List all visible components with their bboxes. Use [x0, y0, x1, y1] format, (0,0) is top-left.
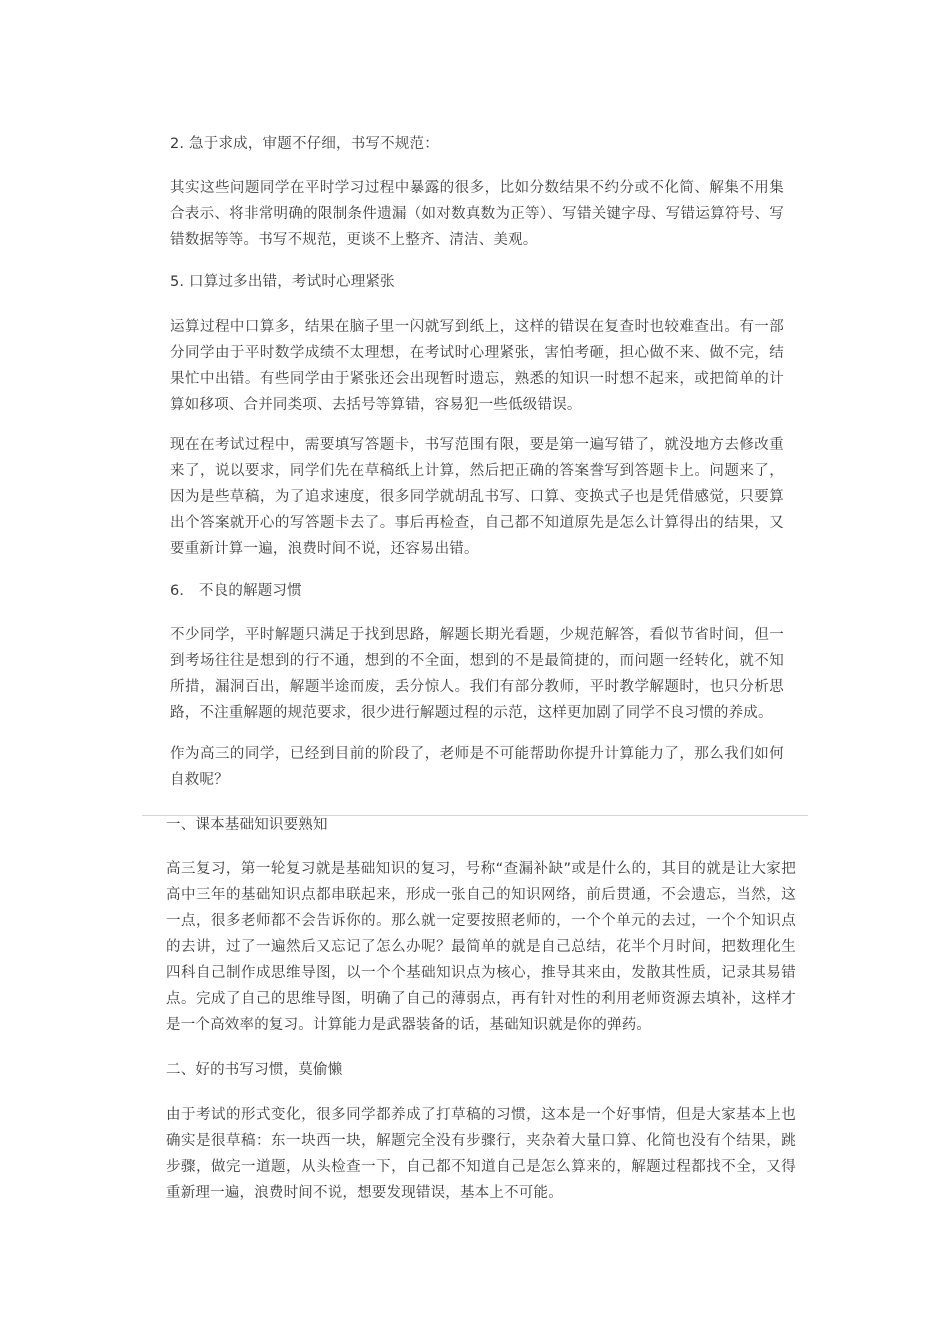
paragraph-s5-body-1: 运算过程中口算多，结果在脑子里一闪就写到纸上，这样的错误在复查时也较难查出。有一部分同学由于平时数学成绩不太理想，在考试时心理紧张，害怕考砸，担心做不来、做不完，结果忙中出错。有些同学由于紧张还会出现暂时遗忘，熟悉的知识一时想不起来，或把简单的计算如移项、合并同类项、去括号等算错，容易犯一些低级错误。: [170, 319, 784, 413]
paragraph-p2-body: 由于考试的形式变化，很多同学都养成了打草稿的习惯，这本是一个好事情，但是大家基本上也确实是很草稿：东一块西一块，解题完全没有步骤行，夹杂着大量口算、化简也没有个结果，跳步骤，做完一道题，从头检查一下，自己都不知道自己是怎么算来的，解题过程都找不全，又得重新理一遍，浪费时间不说，想要发现错误，基本上不可能。: [166, 1107, 796, 1201]
section-heading-5: 5. 口算过多出错，考试时心理紧张: [170, 274, 395, 290]
paragraph-s5-body-2: 现在在考试过程中，需要填写答题卡，书写范围有限，要是第一遍写错了，就没地方去修改重来了，说以要求，同学们先在草稿纸上计算，然后把正确的答案誊写到答题卡上。问题来了，因为是些草稿，为了追求速度，很多同学就胡乱书写、口算、变换式子也是凭借感觉，只要算出个答案就开心的写答题卡去了。事后再检查，自己都不知道原先是怎么计算得出的结果，又要重新计算一遍，浪费时间不说，还容易出错。: [170, 437, 784, 557]
paragraph-s6-body-2: 作为高三的同学，已经到目前的阶段了，老师是不可能帮助你提升计算能力了，那么我们如何自救呢？: [170, 746, 784, 788]
part-heading-1: 一、课本基础知识要熟知: [166, 817, 328, 833]
paragraph-p1-body: 高三复习，第一轮复习就是基础知识的复习，号称“查漏补缺”或是什么的，其目的就是让大家把高中三年的基础知识点都串联起来，形成一张自己的知识网络，前后贯通，不会遗忘，当然，这一点，很多老师都不会告诉你的。那么就一定要按照老师的，一个个单元的去过，一个个知识点的去讲，过了一遍然后又忘记了怎么办呢？最简单的就是自己总结，花半个月时间，把数理化生四科自己制作成思维导图，以一个个基础知识点为核心，推导其来由，发散其性质，记录其易错点。完成了自己的思维导图，明确了自己的薄弱点，再有针对性的利用老师资源去填补，这样才是一个高效率的复习。计算能力是武器装备的话，基础知识就是你的弹药。: [166, 861, 796, 1033]
paragraph-s2-body: 其实这些问题同学在平时学习过程中暴露的很多，比如分数结果不约分或不化简、解集不用集合表示、将非常明确的限制条件遗漏（如对数真数为正等）、写错关键字母、写错运算符号、写错数据等等。书写不规范，更谈不上整齐、清洁、美观。: [170, 180, 784, 248]
section-heading-6: 6． 不良的解题习惯: [170, 583, 302, 599]
part-heading-2: 二、好的书写习惯，莫偷懒: [166, 1062, 343, 1078]
section-heading-2: 2. 急于求成，审题不仔细，书写不规范：: [170, 136, 439, 152]
paragraph-s6-body-1: 不少同学，平时解题只满足于找到思路，解题长期光看题，少规范解答，看似节省时间，但一到考场往往是想到的行不通，想到的不全面，想到的不是最简捷的，而问题一经转化，就不知所措，漏洞百出，解题半途而废，丢分惊人。我们有部分教师，平时教学解题时，也只分析思路，不注重解题的规范要求，很少进行解题过程的示范，这样更加剧了同学不良习惯的养成。: [170, 627, 784, 721]
